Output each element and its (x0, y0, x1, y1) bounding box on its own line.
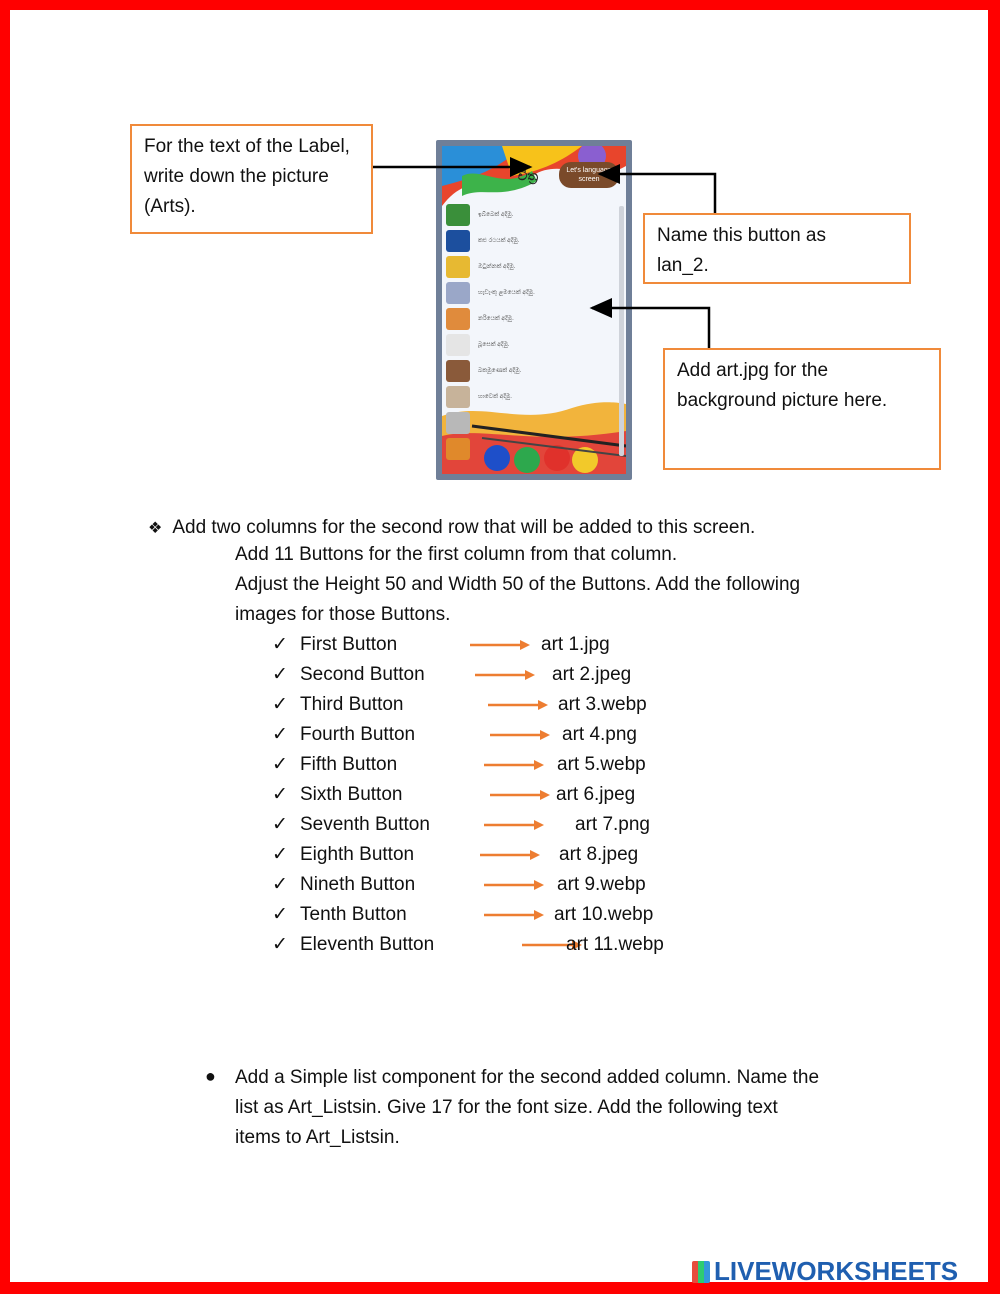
list-item: ඔටුන්නක් අදිමු. (478, 264, 516, 270)
image-filename: art 4.png (562, 724, 637, 745)
list-section-line-1: Add a Simple list component for the second added column. Name the (235, 1067, 820, 1088)
background-callout-text: Add art.jpg for the background picture here. (677, 360, 888, 411)
lan-2-button[interactable]: Let's language screen (559, 162, 619, 188)
turtle-icon (446, 204, 470, 226)
checkmark-icon: ✓ (272, 784, 288, 805)
scrollbar[interactable] (619, 206, 624, 456)
background-callout (663, 348, 941, 470)
button-name: Third Button (300, 694, 404, 715)
cat-icon (446, 334, 470, 356)
arrow-right-icon (488, 698, 552, 712)
list-item: හාවෙක් අදිමු. (478, 394, 512, 400)
round-bullet-icon: ● (205, 1066, 216, 1086)
image-filename: art 8.jpeg (559, 844, 639, 865)
instruction-intro: ❖ Add two columns for the second row that will be added to this screen. (148, 517, 756, 538)
image-filename: art 11.webp (566, 934, 664, 955)
instruction-line-2: Adjust the Height 50 and Width 50 of the Buttons. Add the following (235, 574, 801, 595)
butterfly-icon (446, 438, 470, 460)
list-item: බූසෙක් අදිමු. (478, 342, 510, 348)
elephant-icon (446, 412, 470, 434)
image-filename: art 10.webp (554, 904, 654, 925)
button-name: Eighth Button (300, 844, 415, 865)
image-filename: art 3.webp (558, 694, 647, 715)
owl-icon (446, 360, 470, 382)
list-item: බකමූණෙක් අදිමු. (478, 368, 522, 374)
list-section-line-3: items to Art_Listsin. (235, 1127, 400, 1148)
logo-mark-icon (692, 1261, 710, 1283)
checkmark-icon: ✓ (272, 754, 288, 775)
arrow-right-icon (484, 758, 548, 772)
label-callout-text: For the text of the Label, write down the picture (Arts). (144, 136, 350, 217)
button-callout-line1: Name this button as (657, 225, 826, 246)
list-item: කළු රථයක් අදිමු. (478, 238, 520, 244)
checkmark-icon: ✓ (272, 694, 288, 715)
button-name: Nineth Button (300, 874, 416, 895)
arrow-right-icon (470, 638, 534, 652)
phone-title-label: චිත්‍ර (518, 168, 538, 183)
image-filename: art 9.webp (557, 874, 646, 895)
button-name: Tenth Button (300, 904, 407, 925)
fox-icon (446, 308, 470, 330)
list-item: නරියෙක් අදිමු. (478, 316, 514, 322)
liveworksheets-logo: LIVEWORKSHEETS (692, 1256, 958, 1287)
list-item: ඉබ්බෙක් අදිමු. (478, 212, 514, 218)
arrow-right-icon (484, 878, 548, 892)
arrow-right-icon (490, 788, 554, 802)
crown-icon (446, 256, 470, 278)
button-name: Sixth Button (300, 784, 403, 805)
diamond-bullet-icon: ❖ (148, 520, 163, 537)
list-item: හැඩැංකු ළමයෙක් අදිමු. (478, 290, 535, 296)
rabbit-icon (446, 386, 470, 408)
checkmark-icon: ✓ (272, 904, 288, 925)
checkmark-icon: ✓ (272, 664, 288, 685)
image-filename: art 1.jpg (541, 634, 610, 655)
arrow-right-icon (484, 908, 548, 922)
image-filename: art 2.jpeg (552, 664, 632, 685)
checkmark-icon: ✓ (272, 724, 288, 745)
car-icon (446, 230, 470, 252)
app-screen (442, 146, 626, 474)
instruction-line-3: images for those Buttons. (235, 604, 451, 625)
button-name: Second Button (300, 664, 425, 685)
image-filename: art 7.png (575, 814, 650, 835)
image-filename: art 5.webp (557, 754, 646, 775)
list-section-line-2: list as Art_Listsin. Give 17 for the font size. Add the following text (235, 1097, 778, 1118)
arrow-right-icon (475, 668, 539, 682)
checkmark-icon: ✓ (272, 814, 288, 835)
image-filename: art 6.jpeg (556, 784, 636, 805)
button-name: Fourth Button (300, 724, 416, 745)
arrow-right-icon (480, 848, 544, 862)
button-name: First Button (300, 634, 398, 655)
checkmark-icon: ✓ (272, 634, 288, 655)
label-callout (130, 124, 373, 234)
button-callout (643, 213, 911, 284)
button-name: Seventh Button (300, 814, 430, 835)
arrow-right-icon (490, 728, 554, 742)
button-callout-line2: lan_2. (657, 255, 709, 276)
arrow-right-icon (484, 818, 548, 832)
checkmark-icon: ✓ (272, 934, 288, 955)
instruction-line-1: Add 11 Buttons for the first column from that column. (235, 544, 678, 565)
button-name: Fifth Button (300, 754, 398, 775)
child-icon (446, 282, 470, 304)
button-name: Eleventh Button (300, 934, 435, 955)
app-screenshot (436, 140, 632, 480)
checkmark-icon: ✓ (272, 844, 288, 865)
checkmark-icon: ✓ (272, 874, 288, 895)
